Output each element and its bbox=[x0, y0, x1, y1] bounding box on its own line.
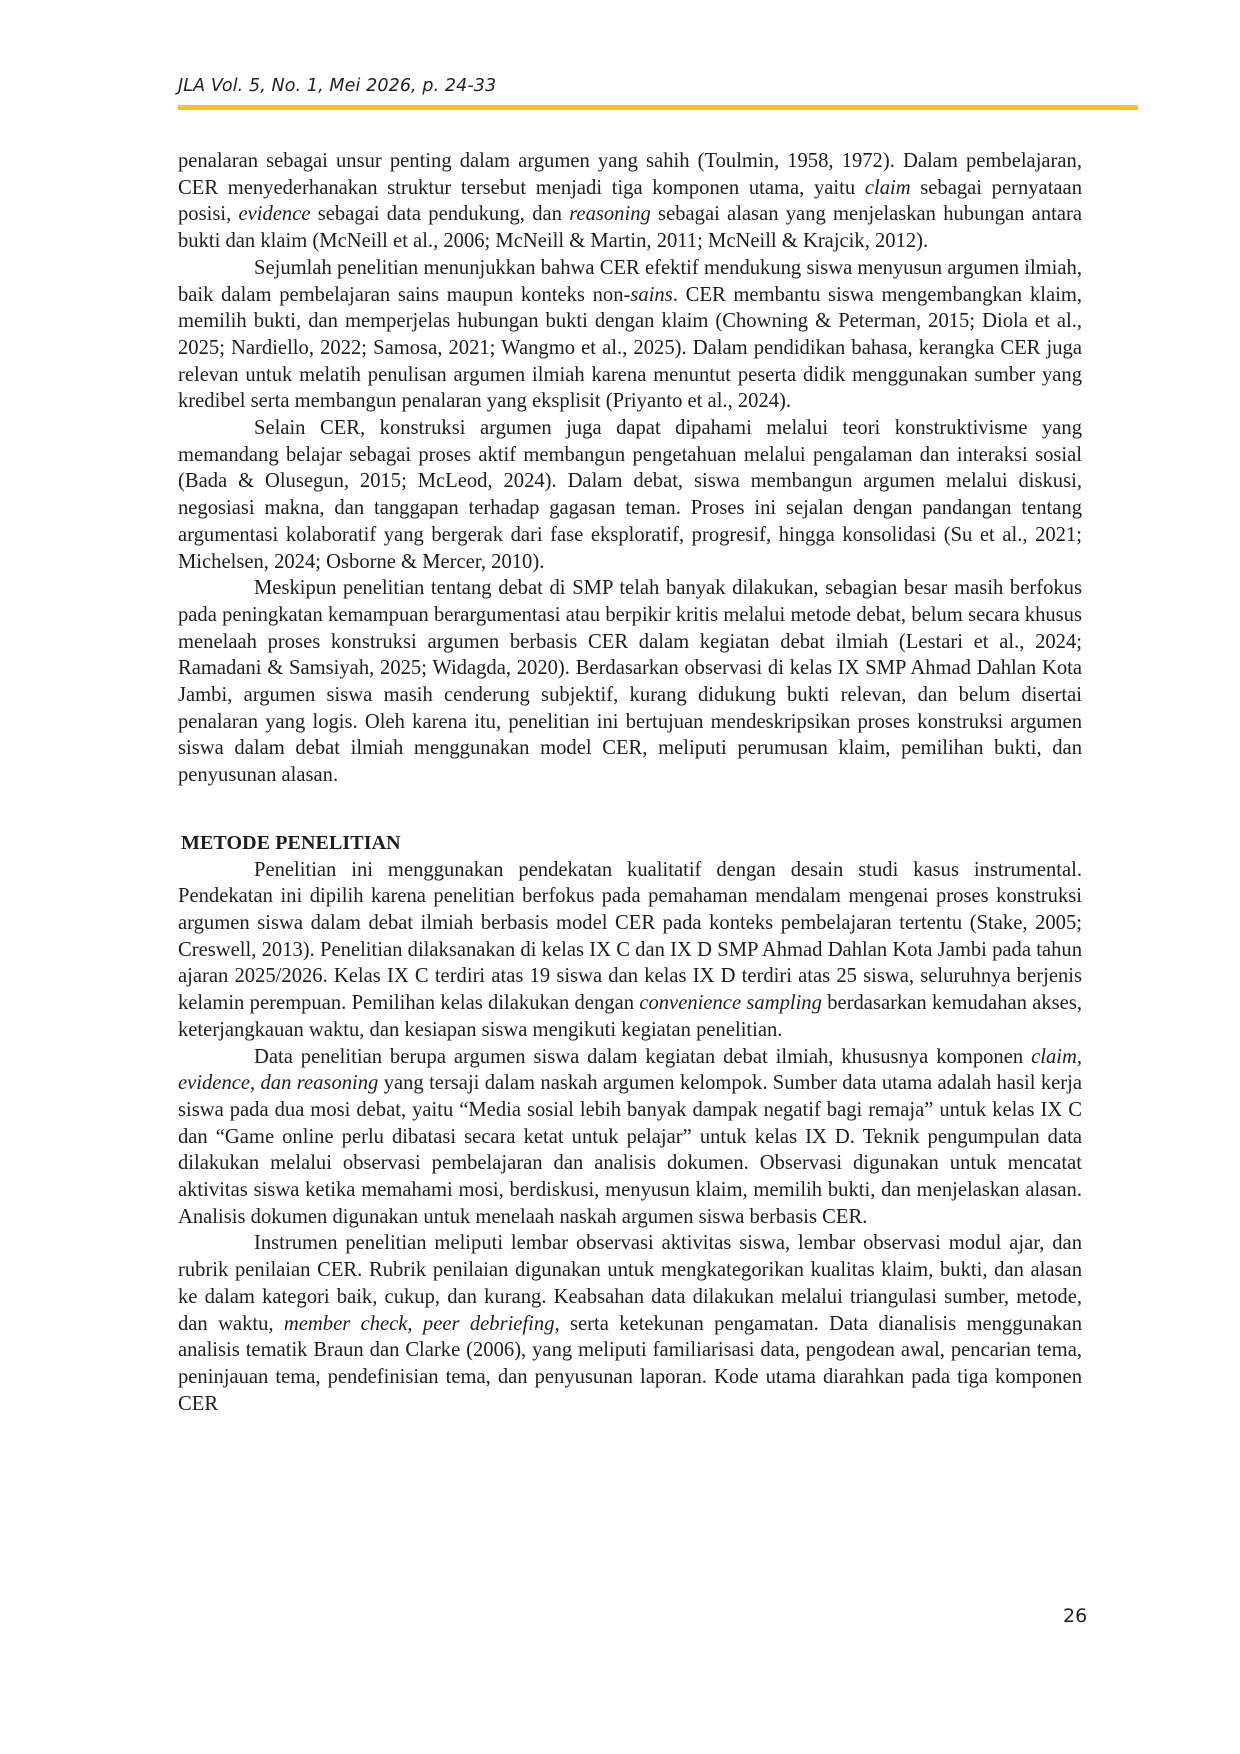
italic-term: member check, peer debriefing, bbox=[283, 1312, 560, 1335]
issue-citation: Vol. 5, No. 1, Mei 2026, p. 24-33 bbox=[205, 76, 497, 96]
paragraph bbox=[178, 857, 1082, 1044]
method-section-text bbox=[178, 857, 1082, 1418]
text-run: Instrumen penelitian meliputi lembar observasi aktivitas siswa, lembar observasi modul ajar, dan rubrik penilaian CER. Rubrik penilaian digunakan untuk mengkategorikan kualitas klaim, bukti, dan alasan ke dalam kategori baik, cukup, dan kurang. Keabsahan data dilakukan melalui triangulasi sumber, metode, dan waktu, bbox=[178, 1232, 1082, 1335]
italic-term: sains bbox=[630, 283, 673, 306]
text-run: berdasarkan kemudahan akses, keterjangkauan waktu, dan kesiapan siswa mengikuti kegiatan penelitian. bbox=[178, 992, 1082, 1041]
header-rule bbox=[178, 105, 1138, 110]
paragraph bbox=[178, 1044, 1082, 1231]
text-run: sebagai pernyataan posisi, bbox=[178, 176, 1082, 226]
text-run: serta ketekunan pengamatan. Data dianalisis menggunakan analisis tematik Braun dan Clarke (2006), yang meliputi familiarisasi data, pengodean awal, pencarian tema, peninjauan tema, pendefinisian tema, dan penyusunan laporan. Kode utama diarahkan pada tiga komponen CER bbox=[178, 1312, 1082, 1415]
text-run: Selain CER, konstruksi argumen juga dapat dipahami melalui teori konstruktivisme yang memandang belajar sebagai proses aktif membangun pengetahuan melalui pengalaman dan interaksi sosial (Bada & Olusegun, 2015; McLeod, 2024). Dalam debat, siswa membangun argumen melalui diskusi, negosiasi makna, dan tanggapan terhadap gagasan teman. Proses ini sejalan dengan pandangan tentang argumentasi kolaboratif yang bergerak dari fase eksploratif, progresif, hingga konsolidasi (Su et al., 2021; Michelsen, 2024; Osborne & Mercer, 2010). bbox=[178, 417, 1082, 573]
paragraph bbox=[178, 148, 1082, 255]
paragraph bbox=[178, 575, 1082, 789]
text-run: Data penelitian berupa argumen siswa dalam kegiatan debat ilmiah, khususnya komponen bbox=[254, 1045, 1032, 1068]
text-run: Meskipun penelitian tentang debat di SMP telah banyak dilakukan, sebagian besar masih berfokus pada peningkatan kemampuan berargumentasi atau berpikir kritis melalui metode debat, belum secara khusus menelaah proses konstruksi argumen berbasis CER dalam kegiatan debat ilmiah (Lestari et al., 2024; Ramadani & Samsiyah, 2025; Widagda, 2020). Berdasarkan observasi di kelas IX SMP Ahmad Dahlan Kota Jambi, argumen siswa masih cenderung subjektif, kurang didukung bukti relevan, dan belum disertai penalaran yang logis. Oleh karena itu, penelitian ini bertujuan mendeskripsikan proses konstruksi argumen siswa dalam debat ilmiah menggunakan model CER, meliputi perumusan klaim, pemilihan bukti, dan penyusunan alasan. bbox=[178, 577, 1082, 787]
text-run: yang tersaji dalam naskah argumen kelompok. Sumber data utama adalah hasil kerja siswa pada dua mosi debat, yaitu “Media sosial lebih banyak dampak negatif bagi remaja” untuk kelas IX C dan “Game online perlu dibatasi secara ketat untuk pelajar” untuk kelas IX D. Teknik pengumpulan data dilakukan melalui observasi pembelajaran dan analisis dokumen. Observasi digunakan untuk mencatat aktivitas siswa ketika memahami mosi, berdiskusi, menyusun klaim, memilih bukti, dan menjelaskan alasan. Analisis dokumen digunakan untuk menelaah naskah argumen siswa berbasis CER. bbox=[178, 1072, 1082, 1228]
journal-abbrev: JLA bbox=[178, 76, 206, 96]
text-run: sebagai data pendukung, dan bbox=[310, 203, 570, 226]
paragraph bbox=[178, 1230, 1082, 1417]
section-heading: METODE PENELITIAN bbox=[181, 831, 401, 854]
italic-term: claim, evidence, dan reasoning bbox=[178, 1045, 1082, 1095]
paragraph bbox=[178, 415, 1082, 575]
italic-term: convenience sampling bbox=[639, 992, 822, 1015]
introduction-text bbox=[178, 148, 1082, 789]
text-run: sebagai alasan yang menjelaskan hubungan antara bukti dan klaim (McNeill et al., 2006; McNeill & Martin, 2011; McNeill & Krajcik, 2012). bbox=[178, 203, 1082, 253]
page-number: 26 bbox=[1063, 1605, 1088, 1627]
italic-term: reasoning bbox=[569, 203, 651, 226]
italic-term: claim bbox=[864, 176, 911, 199]
text-run: Sejumlah penelitian menunjukkan bahwa CER efektif mendukung siswa menyusun argumen ilmiah, baik dalam pembelajaran sains maupun konteks non- bbox=[178, 256, 1082, 306]
article-body bbox=[178, 148, 1082, 1417]
text-run: penalaran sebagai unsur penting dalam argumen yang sahih (Toulmin, 1958, 1972). Dalam pembelajaran, CER menyederhanakan struktur tersebut menjadi tiga komponen utama, yaitu bbox=[178, 150, 1082, 199]
paragraph bbox=[178, 255, 1082, 415]
text-run: Penelitian ini menggunakan pendekatan kualitatif dengan desain studi kasus instrumental. Pendekatan ini dipilih karena penelitian berfokus pada pemahaman mendalam mengenai proses konstruksi argumen siswa dalam debat ilmiah berbasis model CER pada konteks pembelajaran tertentu (Stake, 2005; Creswell, 2013). Penelitian dilaksanakan di kelas IX C dan IX D SMP Ahmad Dahlan Kota Jambi pada tahun ajaran 2025/2026. Kelas IX C terdiri atas 19 siswa dan kelas IX D terdiri atas 25 siswa, seluruhnya berjenis kelamin perempuan. Pemilihan kelas dilakukan dengan bbox=[178, 858, 1082, 1015]
running-header bbox=[178, 76, 496, 96]
italic-term: evidence bbox=[238, 203, 311, 226]
text-run: . CER membantu siswa mengembangkan klaim, memilih bukti, dan memperjelas hubungan bukti dengan klaim (Chowning & Peterman, 2015; Diola et al., 2025; Nardiello, 2022; Samosa, 2021; Wangmo et al., 2025). Dalam pendidikan bahasa, kerangka CER juga relevan untuk melatih penulisan argumen ilmiah karena menuntut peserta didik menggunakan sumber yang kredibel serta membangun penalaran yang eksplisit (Priyanto et al., 2024). bbox=[178, 283, 1082, 413]
